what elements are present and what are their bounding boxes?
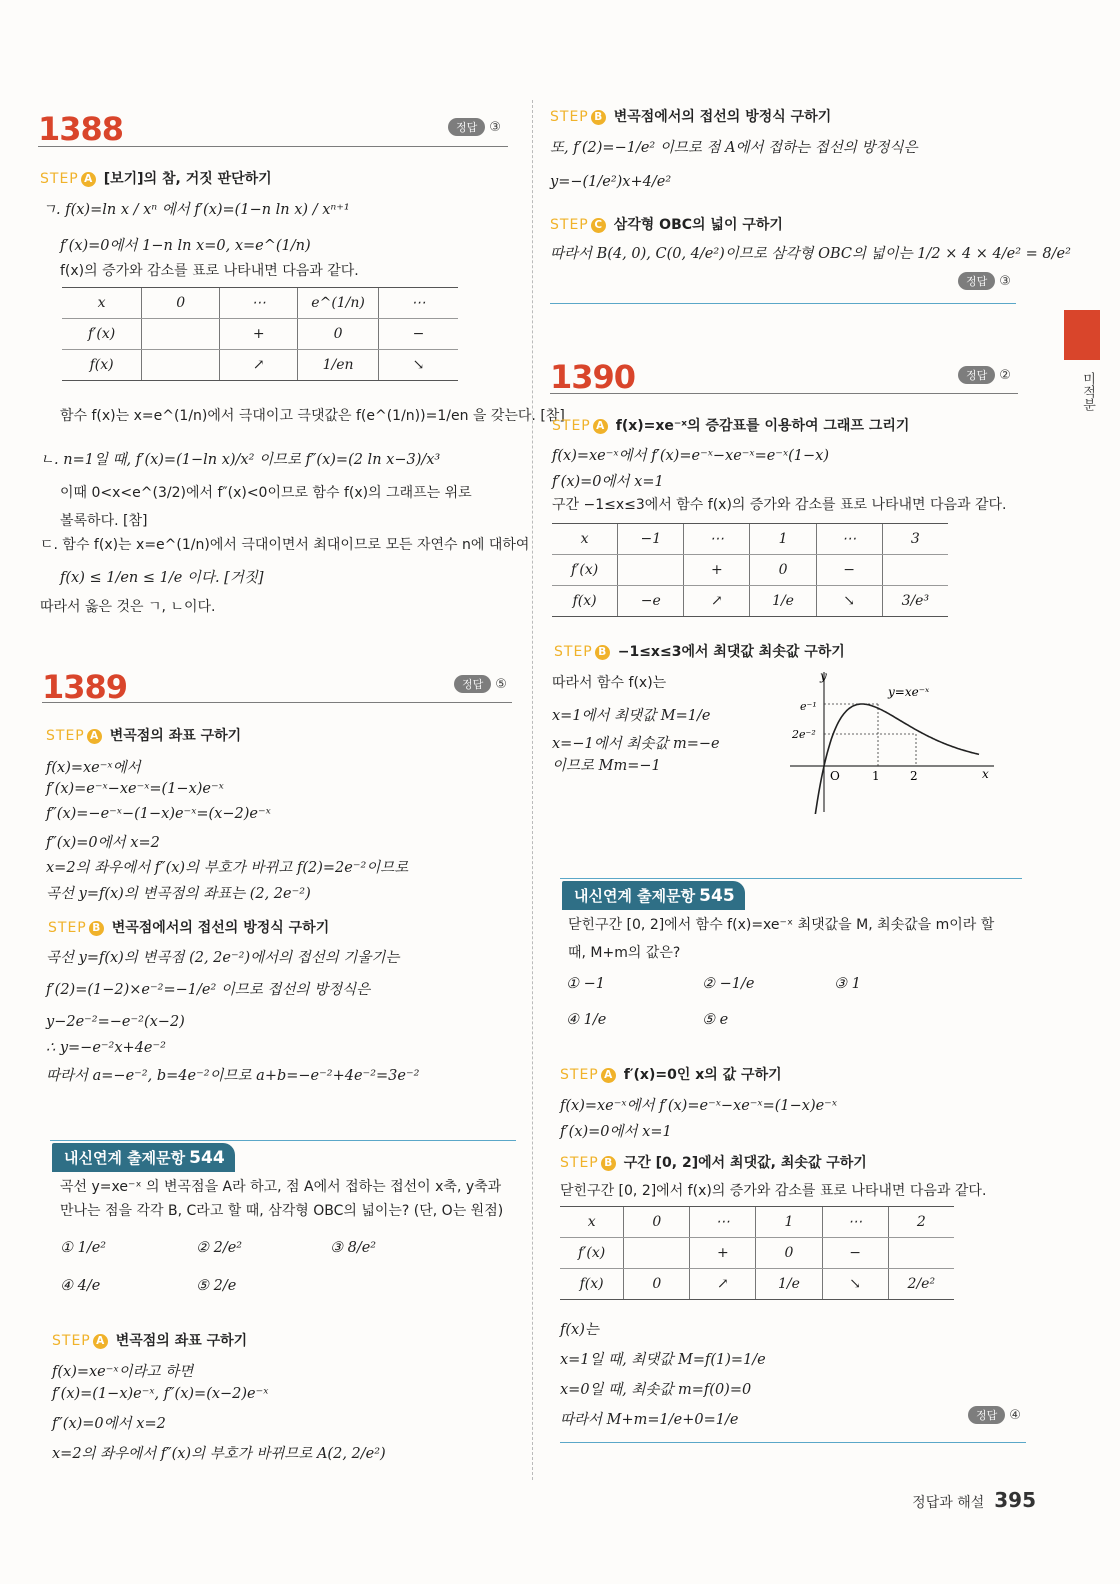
step-heading: STEP A [보기]의 참, 거짓 판단하기 bbox=[40, 171, 272, 187]
table-cell: ↗ bbox=[220, 350, 298, 381]
table-row bbox=[560, 1269, 954, 1300]
solution-line: 이때 0<x<e^(3/2)에서 f″(x)<0이므로 함수 f(x)의 그래프는 위로 bbox=[60, 485, 472, 501]
question-line: 만나는 점을 각각 B, C라고 할 때, 삼각형 OBC의 넓이는? (단, O는 원점) bbox=[60, 1203, 504, 1219]
function-graph bbox=[784, 664, 998, 814]
chapter-label: 미적분 bbox=[1080, 372, 1095, 411]
table-cell: f(x) bbox=[62, 350, 142, 381]
answer-value: ④ bbox=[1009, 1408, 1021, 1423]
table-cell: 0 bbox=[142, 288, 220, 319]
table-cell: ↘ bbox=[822, 1269, 888, 1300]
problem-number: 1389 bbox=[42, 668, 128, 706]
table-cell: f(x) bbox=[552, 586, 618, 617]
solution-line: f(x)=xe⁻ˣ에서 f′(x)=e⁻ˣ−xe⁻ˣ=(1−x)e⁻ˣ bbox=[560, 1098, 837, 1114]
table-row bbox=[62, 288, 458, 319]
choice-3: ③ 8/e² bbox=[330, 1240, 377, 1256]
table-cell: ⋯ bbox=[220, 288, 298, 319]
table-cell: 1 bbox=[756, 1207, 822, 1238]
solution-line: f(x)=xe⁻ˣ이라고 하면 bbox=[52, 1364, 194, 1380]
table-cell: f′(x) bbox=[560, 1238, 624, 1269]
answer-badge bbox=[454, 675, 507, 693]
table-cell: f′(x) bbox=[552, 555, 618, 586]
table-row bbox=[62, 350, 458, 381]
step-heading: STEP A 변곡점의 좌표 구하기 bbox=[46, 728, 242, 744]
problem-number: 1390 bbox=[550, 358, 636, 396]
solution-line: f′(2)=(1−2)×e⁻²=−1/e² 이므로 접선의 방정식은 bbox=[46, 982, 371, 998]
solution-line: ㄴ. n=1일 때, f′(x)=(1−ln x)/x² 이므로 f″(x)=(2 ln x−3)/x³ bbox=[40, 452, 441, 468]
solution-line: 또, f′(2)=−1/e² 이므로 점 A에서 접하는 접선의 방정식은 bbox=[550, 140, 918, 156]
table-cell: x bbox=[62, 288, 142, 319]
table-cell bbox=[882, 555, 948, 586]
solution-line: x=−1에서 최솟값 m=−e bbox=[552, 736, 720, 752]
table-cell: ↘ bbox=[378, 350, 458, 381]
solution-line: 이므로 Mm=−1 bbox=[552, 758, 661, 774]
solution-line: f″(x)=0에서 x=2 bbox=[52, 1416, 166, 1432]
solution-line: x=2의 좌우에서 f″(x)의 부호가 바뀌므로 A(2, 2/e²) bbox=[52, 1446, 386, 1462]
solution-line: f′(x)=0에서 x=1 bbox=[552, 474, 664, 490]
table-cell: 0 bbox=[624, 1269, 690, 1300]
increase-decrease-table bbox=[62, 287, 458, 381]
solution-line: 곡선 y=f(x)의 변곡점의 좌표는 (2, 2e⁻²) bbox=[46, 886, 311, 902]
x-tick-label: 1 bbox=[872, 769, 880, 783]
table-cell: −1 bbox=[618, 524, 684, 555]
table-cell: 0 bbox=[298, 319, 379, 350]
question-line: 닫힌구간 [0, 2]에서 함수 f(x)=xe⁻ˣ 최댓값을 M, 최솟값을 m이라 할 bbox=[568, 917, 995, 933]
answer-label: 정답 bbox=[958, 366, 995, 384]
solution-line: ∴ y=−e⁻²x+4e⁻² bbox=[46, 1040, 166, 1056]
choice-5: ⑤ e bbox=[702, 1012, 729, 1028]
table-cell: 1/e bbox=[750, 586, 816, 617]
solution-line: 볼록하다. [참] bbox=[60, 513, 148, 529]
solution-line: x=1에서 최댓값 M=1/e bbox=[552, 708, 711, 724]
table-cell: e^(1/n) bbox=[298, 288, 379, 319]
table-cell: ↗ bbox=[684, 586, 750, 617]
answer-label: 정답 bbox=[454, 675, 491, 693]
y-tick-label: e⁻¹ bbox=[800, 700, 817, 713]
table-row bbox=[552, 586, 948, 617]
table-cell: 0 bbox=[624, 1207, 690, 1238]
choice-1: ① 1/e² bbox=[60, 1240, 107, 1256]
question-line: 때, M+m의 값은? bbox=[568, 945, 681, 961]
origin-label: O bbox=[830, 769, 840, 783]
divider-line bbox=[42, 702, 512, 703]
solution-line: 따라서 함수 f(x)는 bbox=[552, 675, 667, 691]
table-cell: + bbox=[220, 319, 298, 350]
answer-badge bbox=[448, 118, 501, 136]
table-cell: ⋯ bbox=[690, 1207, 756, 1238]
answer-badge bbox=[958, 272, 1011, 290]
table-row bbox=[552, 524, 948, 555]
divider-line bbox=[550, 393, 1018, 394]
table-cell: ⋯ bbox=[822, 1207, 888, 1238]
table-cell bbox=[618, 555, 684, 586]
solution-line: f″(x)=0에서 x=2 bbox=[46, 835, 160, 851]
solution-line: f(x)의 증가와 감소를 표로 나타내면 다음과 같다. bbox=[60, 263, 359, 279]
table-cell: ⋯ bbox=[816, 524, 882, 555]
step-heading: STEP C 삼각형 OBC의 넓이 구하기 bbox=[550, 217, 783, 233]
banner-rule bbox=[560, 878, 1022, 879]
solution-line: x=1일 때, 최댓값 M=f(1)=1/e bbox=[560, 1352, 766, 1368]
solution-line: 따라서 옳은 것은 ㄱ, ㄴ이다. bbox=[40, 599, 216, 615]
answer-value: ⑤ bbox=[495, 677, 507, 692]
page-footer bbox=[912, 1488, 1036, 1512]
choice-5: ⑤ 2/e bbox=[196, 1278, 237, 1294]
answer-value: ③ bbox=[999, 274, 1011, 289]
table-row bbox=[552, 555, 948, 586]
increase-decrease-table bbox=[552, 523, 948, 617]
related-problem-banner: 내신연계 출제문항 545 bbox=[562, 881, 745, 910]
x-tick-label: 2 bbox=[910, 769, 918, 783]
chapter-tab bbox=[1064, 310, 1100, 360]
step-heading: STEP A 변곡점의 좌표 구하기 bbox=[52, 1333, 248, 1349]
table-cell: −e bbox=[618, 586, 684, 617]
divider-line bbox=[38, 146, 508, 147]
table-cell: 0 bbox=[756, 1238, 822, 1269]
table-cell: + bbox=[690, 1238, 756, 1269]
solution-line: 닫힌구간 [0, 2]에서 f(x)의 증가와 감소를 표로 나타내면 다음과 같다. bbox=[560, 1183, 987, 1199]
step-heading: STEP B 변곡점에서의 접선의 방정식 구하기 bbox=[48, 920, 330, 936]
x-axis-label: x bbox=[982, 767, 989, 781]
y-tick-label: 2e⁻² bbox=[792, 728, 816, 741]
table-cell: f′(x) bbox=[62, 319, 142, 350]
curve-label: y=xe⁻ˣ bbox=[888, 685, 930, 699]
solution-line: x=2의 좌우에서 f″(x)의 부호가 바뀌고 f(2)=2e⁻²이므로 bbox=[46, 860, 409, 876]
section-rule bbox=[550, 303, 1016, 304]
table-cell: − bbox=[822, 1238, 888, 1269]
solution-line: 따라서 M+m=1/e+0=1/e bbox=[560, 1412, 739, 1428]
table-cell: 2 bbox=[888, 1207, 954, 1238]
table-cell: f(x) bbox=[560, 1269, 624, 1300]
solution-line: f′(x)=0에서 x=1 bbox=[560, 1124, 672, 1140]
solution-line: 구간 −1≤x≤3에서 함수 f(x)의 증가와 감소를 표로 나타내면 다음과 같다. bbox=[552, 497, 1007, 513]
table-cell bbox=[142, 319, 220, 350]
related-problem-banner: 내신연계 출제문항 544 bbox=[52, 1143, 235, 1172]
table-cell: ↘ bbox=[816, 586, 882, 617]
increase-decrease-table bbox=[560, 1206, 954, 1300]
answer-value: ② bbox=[999, 368, 1011, 383]
answer-badge bbox=[958, 366, 1011, 384]
step-heading: STEP B −1≤x≤3에서 최댓값 최솟값 구하기 bbox=[554, 644, 845, 660]
solution-line: ㄷ. 함수 f(x)는 x=e^(1/n)에서 극대이면서 최대이므로 모든 자연수 n에 대하여 bbox=[40, 537, 530, 553]
page-number: 395 bbox=[994, 1488, 1036, 1512]
choice-2: ② −1/e bbox=[702, 976, 755, 992]
y-axis-label: y bbox=[820, 669, 827, 683]
table-row bbox=[62, 319, 458, 350]
solution-line: f(x)=xe⁻ˣ에서 bbox=[46, 760, 141, 776]
table-cell: + bbox=[684, 555, 750, 586]
table-cell: 1 bbox=[750, 524, 816, 555]
solution-line: f(x) ≤ 1/en ≤ 1/e 이다. [거짓] bbox=[60, 570, 264, 586]
solution-line: x=0일 때, 최솟값 m=f(0)=0 bbox=[560, 1382, 752, 1398]
answer-value: ③ bbox=[489, 120, 501, 135]
section-rule bbox=[560, 1442, 1026, 1443]
table-cell: 3/e³ bbox=[882, 586, 948, 617]
choice-4: ④ 1/e bbox=[566, 1012, 607, 1028]
table-cell: 3 bbox=[882, 524, 948, 555]
step-heading: STEP B 구간 [0, 2]에서 최댓값, 최솟값 구하기 bbox=[560, 1155, 867, 1171]
table-cell bbox=[888, 1238, 954, 1269]
table-cell: ↗ bbox=[690, 1269, 756, 1300]
table-cell bbox=[624, 1238, 690, 1269]
table-cell bbox=[142, 350, 220, 381]
table-cell: 1/en bbox=[298, 350, 379, 381]
table-cell: ⋯ bbox=[684, 524, 750, 555]
answer-label: 정답 bbox=[448, 118, 485, 136]
solution-line: 따라서 a=−e⁻², b=4e⁻²이므로 a+b=−e⁻²+4e⁻²=3e⁻² bbox=[46, 1068, 420, 1084]
table-cell: ⋯ bbox=[378, 288, 458, 319]
table-row bbox=[560, 1207, 954, 1238]
step-heading: STEP B 변곡점에서의 접선의 방정식 구하기 bbox=[550, 109, 832, 125]
footer-section: 정답과 해설 bbox=[912, 1495, 985, 1511]
answer-label: 정답 bbox=[968, 1406, 1005, 1424]
solution-line: f′(x)=0에서 1−n ln x=0, x=e^(1/n) bbox=[60, 238, 311, 254]
solution-line: f′(x)=(1−x)e⁻ˣ, f″(x)=(x−2)e⁻ˣ bbox=[52, 1386, 269, 1402]
table-cell: x bbox=[560, 1207, 624, 1238]
solution-line: f(x)=xe⁻ˣ에서 f′(x)=e⁻ˣ−xe⁻ˣ=e⁻ˣ(1−x) bbox=[552, 448, 829, 464]
solution-line: f(x)는 bbox=[560, 1322, 599, 1338]
solution-line: f″(x)=−e⁻ˣ−(1−x)e⁻ˣ=(x−2)e⁻ˣ bbox=[46, 806, 271, 822]
solution-line: 따라서 B(4, 0), C(0, 4/e²)이므로 삼각형 OBC의 넓이는 1/2 × 4 × 4/e² = 8/e² bbox=[550, 246, 1071, 262]
table-cell: x bbox=[552, 524, 618, 555]
solution-line: 함수 f(x)는 x=e^(1/n)에서 극대이고 극댓값은 f(e^(1/n))=1/en 을 갖는다. [참] bbox=[60, 408, 565, 424]
step-heading: STEP A f′(x)=0인 x의 값 구하기 bbox=[560, 1067, 782, 1083]
table-cell: 1/e bbox=[756, 1269, 822, 1300]
curve bbox=[812, 704, 979, 814]
table-row bbox=[560, 1238, 954, 1269]
solution-line: y−2e⁻²=−e⁻²(x−2) bbox=[46, 1014, 185, 1030]
column-divider bbox=[532, 100, 533, 1480]
question-line: 곡선 y=xe⁻ˣ 의 변곡점을 A라 하고, 점 A에서 접하는 접선이 x축, y축과 bbox=[60, 1179, 502, 1195]
table-cell: 2/e² bbox=[888, 1269, 954, 1300]
answer-label: 정답 bbox=[958, 272, 995, 290]
step-heading: STEP A f(x)=xe⁻ˣ의 증감표를 이용하여 그래프 그리기 bbox=[552, 418, 910, 434]
problem-number: 1388 bbox=[38, 110, 124, 148]
table-cell: − bbox=[378, 319, 458, 350]
choice-1: ① −1 bbox=[566, 976, 605, 992]
table-cell: 0 bbox=[750, 555, 816, 586]
table-cell: − bbox=[816, 555, 882, 586]
banner-rule bbox=[50, 1140, 516, 1141]
choice-3: ③ 1 bbox=[834, 976, 861, 992]
solution-line: 곡선 y=f(x)의 변곡점 (2, 2e⁻²)에서의 접선의 기울기는 bbox=[46, 950, 400, 966]
answer-badge bbox=[968, 1406, 1021, 1424]
solution-line: ㄱ. f(x)=ln x / xⁿ 에서 f′(x)=(1−n ln x) / xⁿ⁺¹ bbox=[42, 202, 350, 218]
choice-2: ② 2/e² bbox=[196, 1240, 243, 1256]
choice-4: ④ 4/e bbox=[60, 1278, 101, 1294]
solution-line: f′(x)=e⁻ˣ−xe⁻ˣ=(1−x)e⁻ˣ bbox=[46, 781, 224, 797]
solution-line: y=−(1/e²)x+4/e² bbox=[550, 174, 672, 190]
